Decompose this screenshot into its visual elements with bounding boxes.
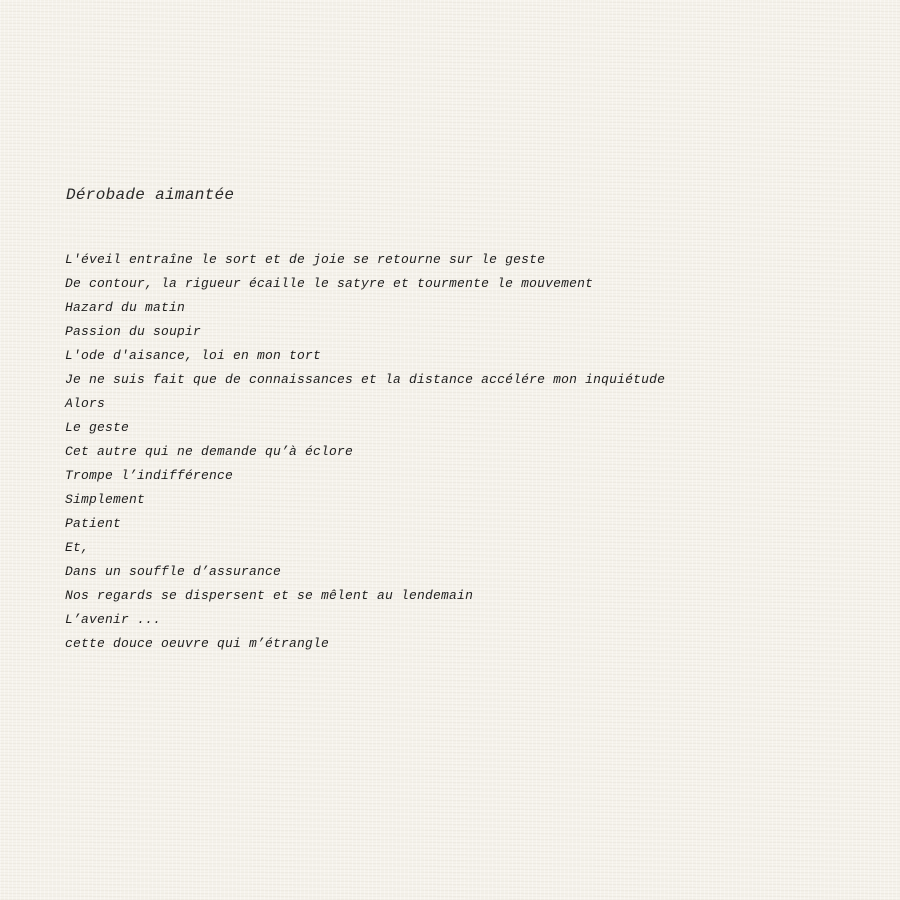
poem-line: Et,	[65, 540, 90, 555]
poem-body	[65, 248, 665, 656]
poem-line: Alors	[65, 396, 106, 411]
poem-line: Nos regards se dispersent et se mêlent au lendemain	[65, 588, 474, 603]
poem-title: Dérobade aimantée	[66, 186, 235, 204]
poem-line: Je ne suis fait que de connaissances et la distance accélére mon inquiétude	[65, 372, 666, 387]
poem-line: Simplement	[65, 492, 146, 507]
poem-line: Dans un souffle d’assurance	[65, 564, 282, 579]
poem-line: De contour, la rigueur écaille le satyre et tourmente le mouvement	[65, 276, 594, 291]
poem-line: Hazard du matin	[65, 300, 186, 315]
poem-line: Cet autre qui ne demande qu’à éclore	[65, 444, 354, 459]
poem-line: L'éveil entraîne le sort et de joie se retourne sur le geste	[65, 252, 546, 267]
poem-line: Trompe l’indifférence	[65, 468, 234, 483]
poem-line: cette douce oeuvre qui m’étrangle	[65, 636, 330, 651]
poem-line: Le geste	[65, 420, 130, 435]
poem-line: Passion du soupir	[65, 324, 202, 339]
poem-line: L’avenir ...	[65, 612, 162, 627]
poem-line: Patient	[65, 516, 122, 531]
poem-line: L'ode d'aisance, loi en mon tort	[65, 348, 322, 363]
